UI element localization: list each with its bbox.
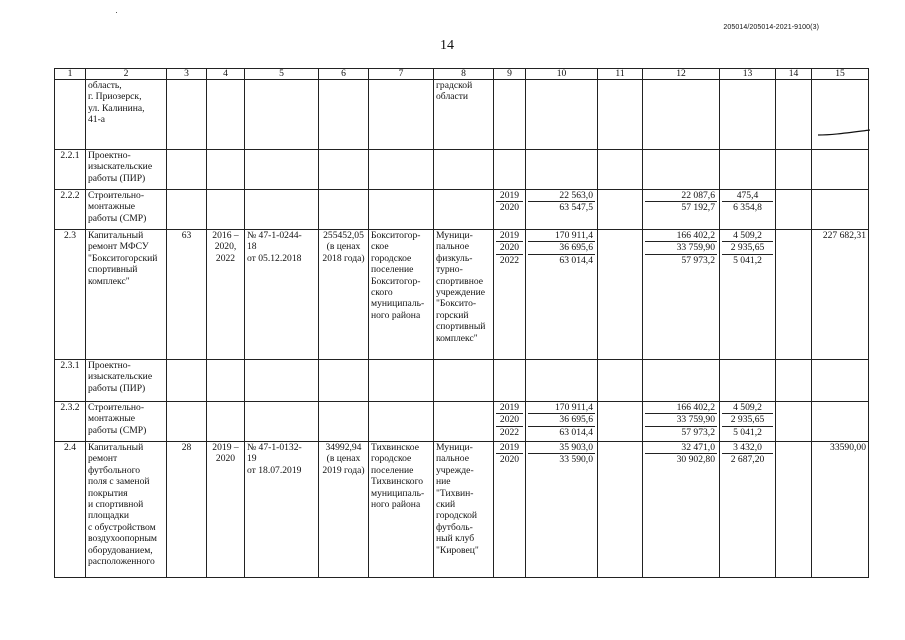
regional-budget-cell: [643, 190, 720, 230]
year-cell-c12: 22 087,6: [645, 190, 717, 202]
work-name: Строительно- монтажные работы (СМР): [86, 190, 167, 230]
year-cell-c10: 36 695,6: [528, 414, 595, 426]
power-capacity: [167, 190, 207, 230]
year-cell-c10: 63 547,5: [559, 202, 593, 214]
year-cell-year: 2019: [496, 190, 523, 202]
year-cell-c12: 57 973,2: [681, 254, 715, 266]
column-header-11: 11: [598, 69, 643, 80]
years-cell: [494, 190, 526, 230]
period: [207, 80, 245, 150]
power-capacity: 63: [167, 230, 207, 360]
row-number: 2.3.2: [55, 402, 86, 442]
year-cell-c13: 3 432,0: [722, 442, 773, 454]
contract-cost-cell: [812, 402, 869, 442]
customer: Муници- пальное физкуль- турно- спортивное учреждение "Боксито- горский спортивный комплекс": [434, 230, 494, 360]
contract-cost-cell: [812, 190, 869, 230]
period: [207, 402, 245, 442]
municipality: [369, 150, 434, 190]
table-row: [55, 150, 869, 190]
table-row: [55, 80, 869, 150]
year-cell-year: 2020: [496, 414, 523, 426]
year-cell-c13: 4 509,2: [722, 402, 773, 414]
local-budget-cell: [720, 190, 776, 230]
contract-cost-cell: 33590,00: [812, 442, 869, 578]
table-row: [55, 360, 869, 402]
year-cell-c13: 2 935,65: [722, 242, 773, 254]
municipality: [369, 190, 434, 230]
row-number: 2.3: [55, 230, 86, 360]
document-id: 205014/205014-2021-9100(3): [723, 24, 819, 31]
year-cell-c12: 57 192,7: [681, 202, 715, 214]
expertise-number: [245, 150, 319, 190]
years-cell: [494, 150, 526, 190]
year-cell-c10: 170 911,4: [528, 402, 595, 414]
year-cell-year: 2022: [499, 254, 520, 266]
other-sources-cell: [776, 402, 812, 442]
column-header-5: 5: [245, 69, 319, 80]
column-header-1: 1: [55, 69, 86, 80]
local-budget-cell: [720, 442, 776, 578]
federal-budget-cell: [598, 230, 643, 360]
expertise-number: № 47-1-0244- 18 от 05.12.2018: [245, 230, 319, 360]
total-cell: [526, 150, 598, 190]
years-cell: [494, 230, 526, 360]
table-row: [55, 402, 869, 442]
year-cell-c13: 5 041,2: [733, 254, 762, 266]
work-name: Проектно- изыскательские работы (ПИР): [86, 360, 167, 402]
year-cell-c12: 32 471,0: [645, 442, 717, 454]
power-capacity: [167, 150, 207, 190]
year-cell-c12: 33 759,90: [645, 414, 717, 426]
work-name: Капитальный ремонт МФСУ "Бокситогорский спортивный комплекс": [86, 230, 167, 360]
work-name: область, г. Приозерск, ул. Калинина, 41-а: [86, 80, 167, 150]
year-cell-c13: 4 509,2: [722, 230, 773, 242]
customer: [434, 190, 494, 230]
column-header-13: 13: [720, 69, 776, 80]
year-cell-year: 2019: [496, 230, 523, 242]
total-cell: [526, 230, 598, 360]
estimated-cost: [319, 402, 369, 442]
expertise-number: № 47-1-0132- 19 от 18.07.2019: [245, 442, 319, 578]
municipality: [369, 402, 434, 442]
federal-budget-cell: [598, 80, 643, 150]
year-cell-c10: 63 014,4: [559, 254, 593, 266]
table-row: [55, 190, 869, 230]
customer: [434, 402, 494, 442]
contract-cost-cell: [812, 360, 869, 402]
year-cell-c10: 36 695,6: [528, 242, 595, 254]
regional-budget-cell: [643, 80, 720, 150]
period: [207, 190, 245, 230]
budget-table: [54, 68, 869, 578]
contract-cost-cell: [812, 150, 869, 190]
column-header-3: 3: [167, 69, 207, 80]
other-sources-cell: [776, 360, 812, 402]
work-name: Капитальный ремонт футбольного поля с заменой покрытия и спортивной площадки с обустройством воздухоопорным оборудованием, расположенного: [86, 442, 167, 578]
other-sources-cell: [776, 190, 812, 230]
other-sources-cell: [776, 230, 812, 360]
year-cell-year: 2022: [499, 426, 520, 438]
work-name: Проектно- изыскательские работы (ПИР): [86, 150, 167, 190]
municipality: [369, 80, 434, 150]
regional-budget-cell: [643, 442, 720, 578]
other-sources-cell: [776, 150, 812, 190]
power-capacity: [167, 402, 207, 442]
column-header-12: 12: [643, 69, 720, 80]
year-cell-c13: 2 687,20: [730, 454, 765, 466]
year-cell-c10: 170 911,4: [528, 230, 595, 242]
table-row: [55, 442, 869, 578]
estimated-cost: [319, 360, 369, 402]
column-header-14: 14: [776, 69, 812, 80]
column-header-10: 10: [526, 69, 598, 80]
year-cell-c12: 57 973,2: [681, 426, 715, 438]
estimated-cost: [319, 190, 369, 230]
federal-budget-cell: [598, 150, 643, 190]
power-capacity: [167, 80, 207, 150]
regional-budget-cell: [643, 230, 720, 360]
regional-budget-cell: [643, 150, 720, 190]
total-cell: [526, 442, 598, 578]
power-capacity: [167, 360, 207, 402]
expertise-number: [245, 190, 319, 230]
other-sources-cell: [776, 442, 812, 578]
power-capacity: 28: [167, 442, 207, 578]
year-cell-c13: 6 354,8: [733, 202, 762, 214]
estimated-cost: 255452,05 (в ценах 2018 года): [319, 230, 369, 360]
local-budget-cell: [720, 80, 776, 150]
contract-cost-cell: [812, 80, 869, 150]
table-row: [55, 230, 869, 360]
year-cell-c10: 22 563,0: [528, 190, 595, 202]
handwritten-line: [818, 129, 870, 137]
municipality: Бокситогор- ское городское поселение Бокситогор- ского муниципаль- ного района: [369, 230, 434, 360]
row-number: 2.2.1: [55, 150, 86, 190]
years-cell: [494, 80, 526, 150]
year-cell-c12: 166 402,2: [645, 230, 717, 242]
year-cell-year: 2020: [496, 242, 523, 254]
year-cell-c10: 63 014,4: [559, 426, 593, 438]
period: 2016 – 2020, 2022: [207, 230, 245, 360]
period: 2019 – 2020: [207, 442, 245, 578]
column-header-9: 9: [494, 69, 526, 80]
estimated-cost: [319, 80, 369, 150]
estimated-cost: 34992,94 (в ценах 2019 года): [319, 442, 369, 578]
contract-cost-cell: 227 682,31: [812, 230, 869, 360]
row-number: [55, 80, 86, 150]
year-cell-c12: 166 402,2: [645, 402, 717, 414]
local-budget-cell: [720, 360, 776, 402]
year-cell-c10: 35 903,0: [528, 442, 595, 454]
year-cell-c13: 5 041,2: [733, 426, 762, 438]
customer: [434, 360, 494, 402]
scan-speck: [116, 12, 117, 13]
local-budget-cell: [720, 230, 776, 360]
year-cell-year: 2020: [499, 454, 520, 466]
federal-budget-cell: [598, 190, 643, 230]
year-cell-year: 2019: [496, 402, 523, 414]
years-cell: [494, 402, 526, 442]
year-cell-c10: 33 590,0: [559, 454, 593, 466]
year-cell-c12: 30 902,80: [676, 454, 715, 466]
municipality: Тихвинское городское поселение Тихвинского муниципаль- ного района: [369, 442, 434, 578]
expertise-number: [245, 402, 319, 442]
years-cell: [494, 442, 526, 578]
regional-budget-cell: [643, 402, 720, 442]
row-number: 2.3.1: [55, 360, 86, 402]
header-row: [55, 69, 869, 80]
total-cell: [526, 190, 598, 230]
column-header-2: 2: [86, 69, 167, 80]
total-cell: [526, 80, 598, 150]
regional-budget-cell: [643, 360, 720, 402]
column-header-8: 8: [434, 69, 494, 80]
federal-budget-cell: [598, 442, 643, 578]
year-cell-c13: 475,4: [722, 190, 773, 202]
municipality: [369, 360, 434, 402]
year-cell-year: 2019: [496, 442, 523, 454]
local-budget-cell: [720, 150, 776, 190]
column-header-7: 7: [369, 69, 434, 80]
expertise-number: [245, 80, 319, 150]
estimated-cost: [319, 150, 369, 190]
period: [207, 150, 245, 190]
year-cell-year: 2020: [499, 202, 520, 214]
work-name: Строительно- монтажные работы (СМР): [86, 402, 167, 442]
total-cell: [526, 402, 598, 442]
page-number: 14: [440, 38, 454, 53]
other-sources-cell: [776, 80, 812, 150]
column-header-15: 15: [812, 69, 869, 80]
customer: [434, 150, 494, 190]
column-header-6: 6: [319, 69, 369, 80]
federal-budget-cell: [598, 360, 643, 402]
customer: Муници- пальное учрежде- ние "Тихвин- ский городской футболь- ный клуб "Кировец": [434, 442, 494, 578]
total-cell: [526, 360, 598, 402]
customer: градской области: [434, 80, 494, 150]
row-number: 2.4: [55, 442, 86, 578]
row-number: 2.2.2: [55, 190, 86, 230]
expertise-number: [245, 360, 319, 402]
federal-budget-cell: [598, 402, 643, 442]
column-header-4: 4: [207, 69, 245, 80]
year-cell-c12: 33 759,90: [645, 242, 717, 254]
year-cell-c13: 2 935,65: [722, 414, 773, 426]
years-cell: [494, 360, 526, 402]
local-budget-cell: [720, 402, 776, 442]
period: [207, 360, 245, 402]
